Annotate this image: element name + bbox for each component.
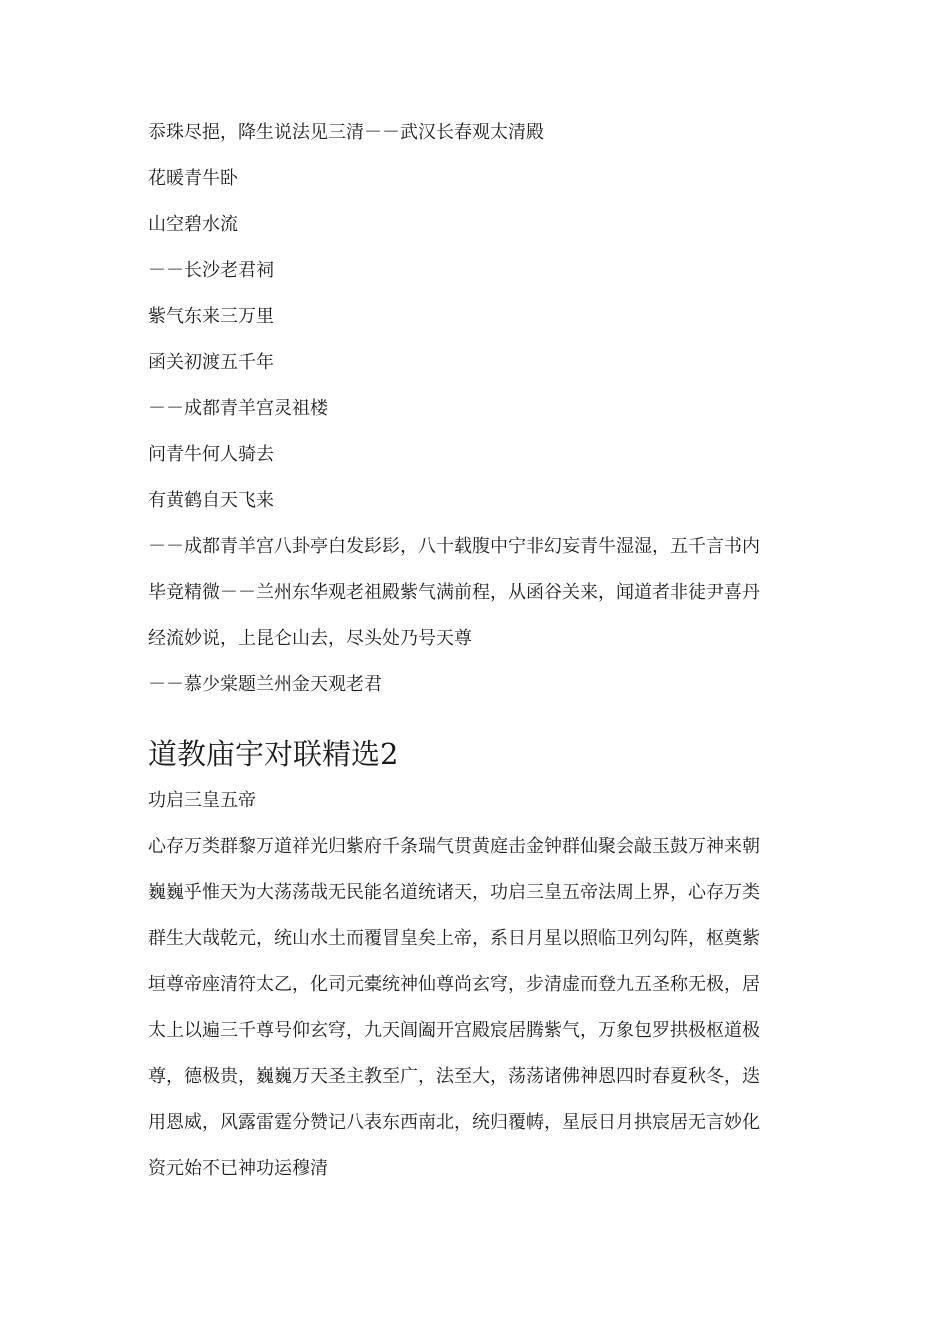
text-line: 紫气东来三万里 bbox=[148, 306, 274, 327]
text-line: 资元始不已神功运穆清 bbox=[148, 1158, 328, 1179]
text-line: 心存万类群黎万道祥光归紫府千条瑞气贯黄庭击金钟群仙聚会敲玉鼓万神来朝 bbox=[148, 836, 760, 857]
text-line: 尊，德极贵，巍巍万天圣主教至广，法至大，荡荡诸佛神恩四时春夏秋冬，迭 bbox=[148, 1066, 760, 1087]
text-line: －－慕少棠题兰州金天观老君 bbox=[148, 674, 382, 695]
text-line: 忝珠尽挹，降生说法见三清－－武汉长春观太清殿 bbox=[148, 122, 544, 143]
text-line: 函关初渡五千年 bbox=[148, 352, 274, 373]
text-line: 山空碧水流 bbox=[148, 214, 238, 235]
text-line: 垣尊帝座清符太乙，化司元橐统神仙尊尚玄穹，步清虚而登九五圣称无极，居 bbox=[148, 974, 760, 995]
text-line: 巍巍乎惟天为大荡荡哉无民能名道统诸天，功启三皇五帝法周上界，心存万类 bbox=[148, 882, 760, 903]
text-line: －－成都青羊宫灵祖楼 bbox=[148, 398, 328, 419]
text-line: －－长沙老君祠 bbox=[148, 260, 274, 281]
text-line: 问青牛何人骑去 bbox=[148, 444, 274, 465]
text-line: 群生大哉乾元，统山水土而覆冒皇矣上帝，系日月星以照临卫列勾阵，枢奠紫 bbox=[148, 928, 760, 949]
section-heading: 道教庙宇对联精选2 bbox=[148, 737, 399, 771]
text-line: －－成都青羊宫八卦亭白发髟髟，八十载腹中宁非幻妄青牛湿湿，五千言书内 bbox=[148, 536, 760, 557]
text-line: 花暖青牛卧 bbox=[148, 168, 238, 189]
section-couplets-1 bbox=[148, 118, 848, 716]
text-line: 有黄鹤自天飞来 bbox=[148, 490, 274, 511]
text-line: 太上以遍三千尊号仰玄穹，九天阊阖开宫殿宸居腾紫气，万象包罗拱极枢道极 bbox=[148, 1020, 760, 1041]
text-line: 功启三皇五帝 bbox=[148, 790, 256, 811]
text-line: 用恩威，风露雷霆分赞记八表东西南北，统归覆帱，星辰日月拱宸居无言妙化 bbox=[148, 1112, 760, 1133]
section-couplets-2 bbox=[148, 786, 848, 1200]
document-page bbox=[148, 118, 848, 1200]
text-line: 毕竟精微－－兰州东华观老祖殿紫气满前程，从函谷关来，闻道者非徒尹喜丹 bbox=[148, 582, 760, 603]
text-line: 经流妙说，上昆仑山去，尽头处乃号天尊 bbox=[148, 628, 472, 649]
